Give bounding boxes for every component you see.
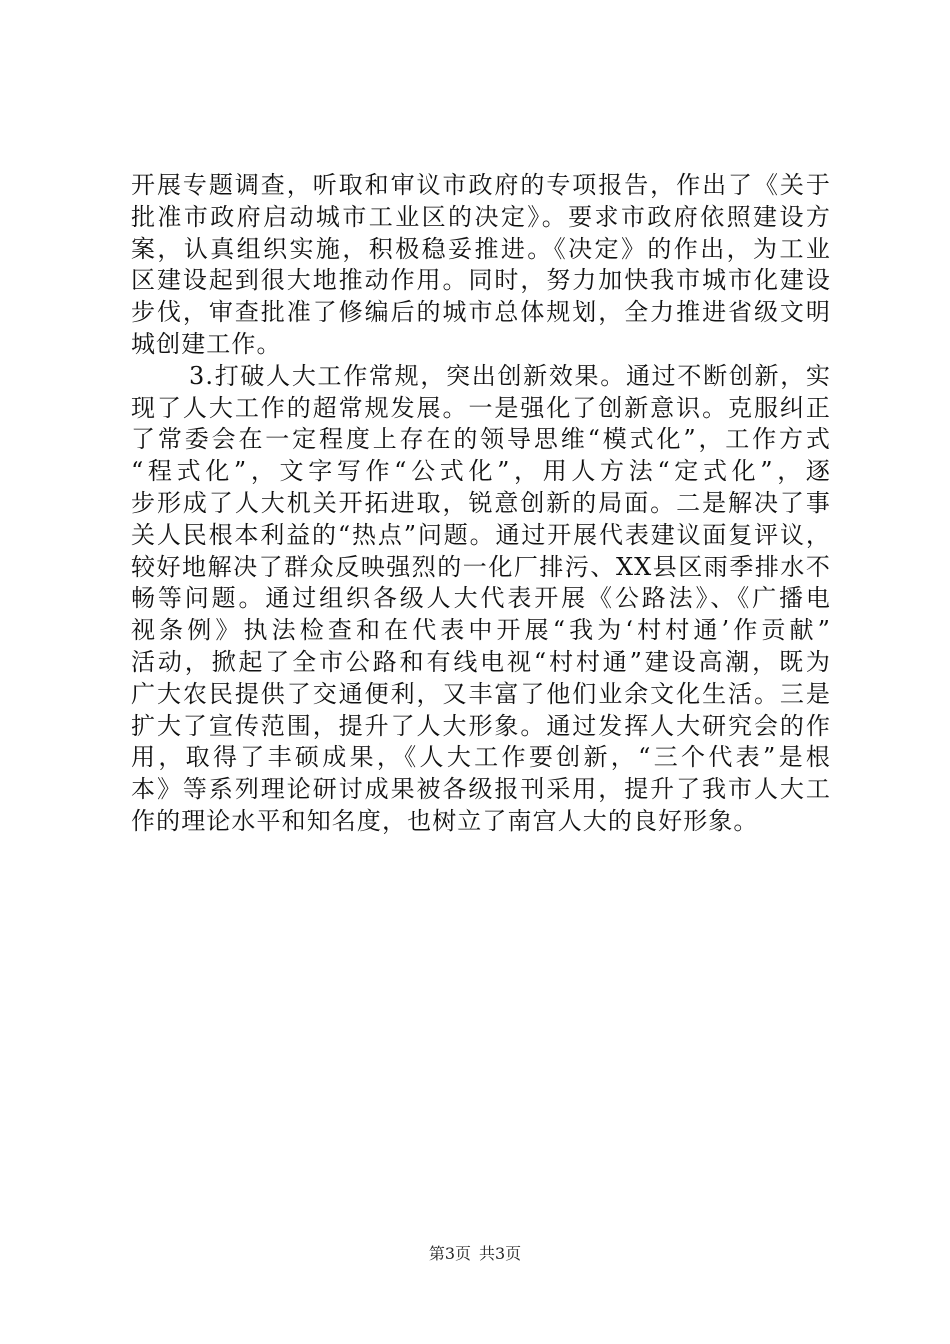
text-line: 活动，掀起了全市公路和有线电视“村村通”建设高潮，既为 — [131, 647, 831, 676]
text-line: 步伐，审查批准了修编后的城市总体规划，全力推进省级文明 — [131, 298, 831, 327]
text-line: 视条例》执法检查和在代表中开展“我为‘村村通’作贡献” — [131, 616, 831, 645]
text-line: 用，取得了丰硕成果，《人大工作要创新，“三个代表”是根 — [131, 743, 831, 772]
text-line: 现了人大工作的超常规发展。一是强化了创新意识。克服纠正 — [131, 393, 831, 422]
text-line: 畅等问题。通过组织各级人大代表开展《公路法》、《广播电 — [131, 584, 831, 613]
text-line: “程式化”，文字写作“公式化”，用人方法“定式化”，逐 — [131, 457, 831, 486]
text-line: 3.打破人大工作常规，突出创新效果。通过不断创新，实 — [189, 361, 831, 390]
text-line: 开展专题调查，听取和审议市政府的专项报告，作出了《关于 — [131, 171, 831, 199]
text-line: 步形成了人大机关开拓进取，锐意创新的局面。二是解决了事 — [131, 488, 831, 517]
text-line: 了常委会在一定程度上存在的领导思维“模式化”，工作方式 — [131, 425, 831, 454]
page-number: 第3页 — [428, 1244, 471, 1263]
text-line: 批准市政府启动城市工业区的决定》。要求市政府依照建设方 — [131, 202, 831, 231]
text-line: 本》等系列理论研讨成果被各级报刊采用，提升了我市人大工 — [131, 775, 831, 804]
text-line: 较好地解决了群众反映强烈的一化厂排污、XX县区雨季排水不 — [131, 552, 831, 581]
text-line: 扩大了宣传范围，提升了人大形象。通过发挥人大研究会的作 — [131, 711, 831, 740]
text-line: 作的理论水平和知名度，也树立了南宫人大的良好形象。 — [131, 806, 759, 835]
text-line: 案，认真组织实施，积极稳妥推进。《决定》的作出，为工业 — [131, 234, 831, 263]
text-line: 关人民根本利益的“热点”问题。通过开展代表建议面复评议， — [131, 520, 831, 549]
page-total: 共3页 — [479, 1244, 522, 1263]
text-line: 广大农民提供了交通便利，又丰富了他们业余文化生活。三是 — [131, 679, 831, 708]
text-line: 区建设起到很大地推动作用。同时，努力加快我市城市化建设 — [131, 266, 831, 295]
page-footer — [0, 1244, 950, 1264]
text-line: 城创建工作。 — [131, 329, 282, 358]
document-body — [131, 170, 831, 838]
